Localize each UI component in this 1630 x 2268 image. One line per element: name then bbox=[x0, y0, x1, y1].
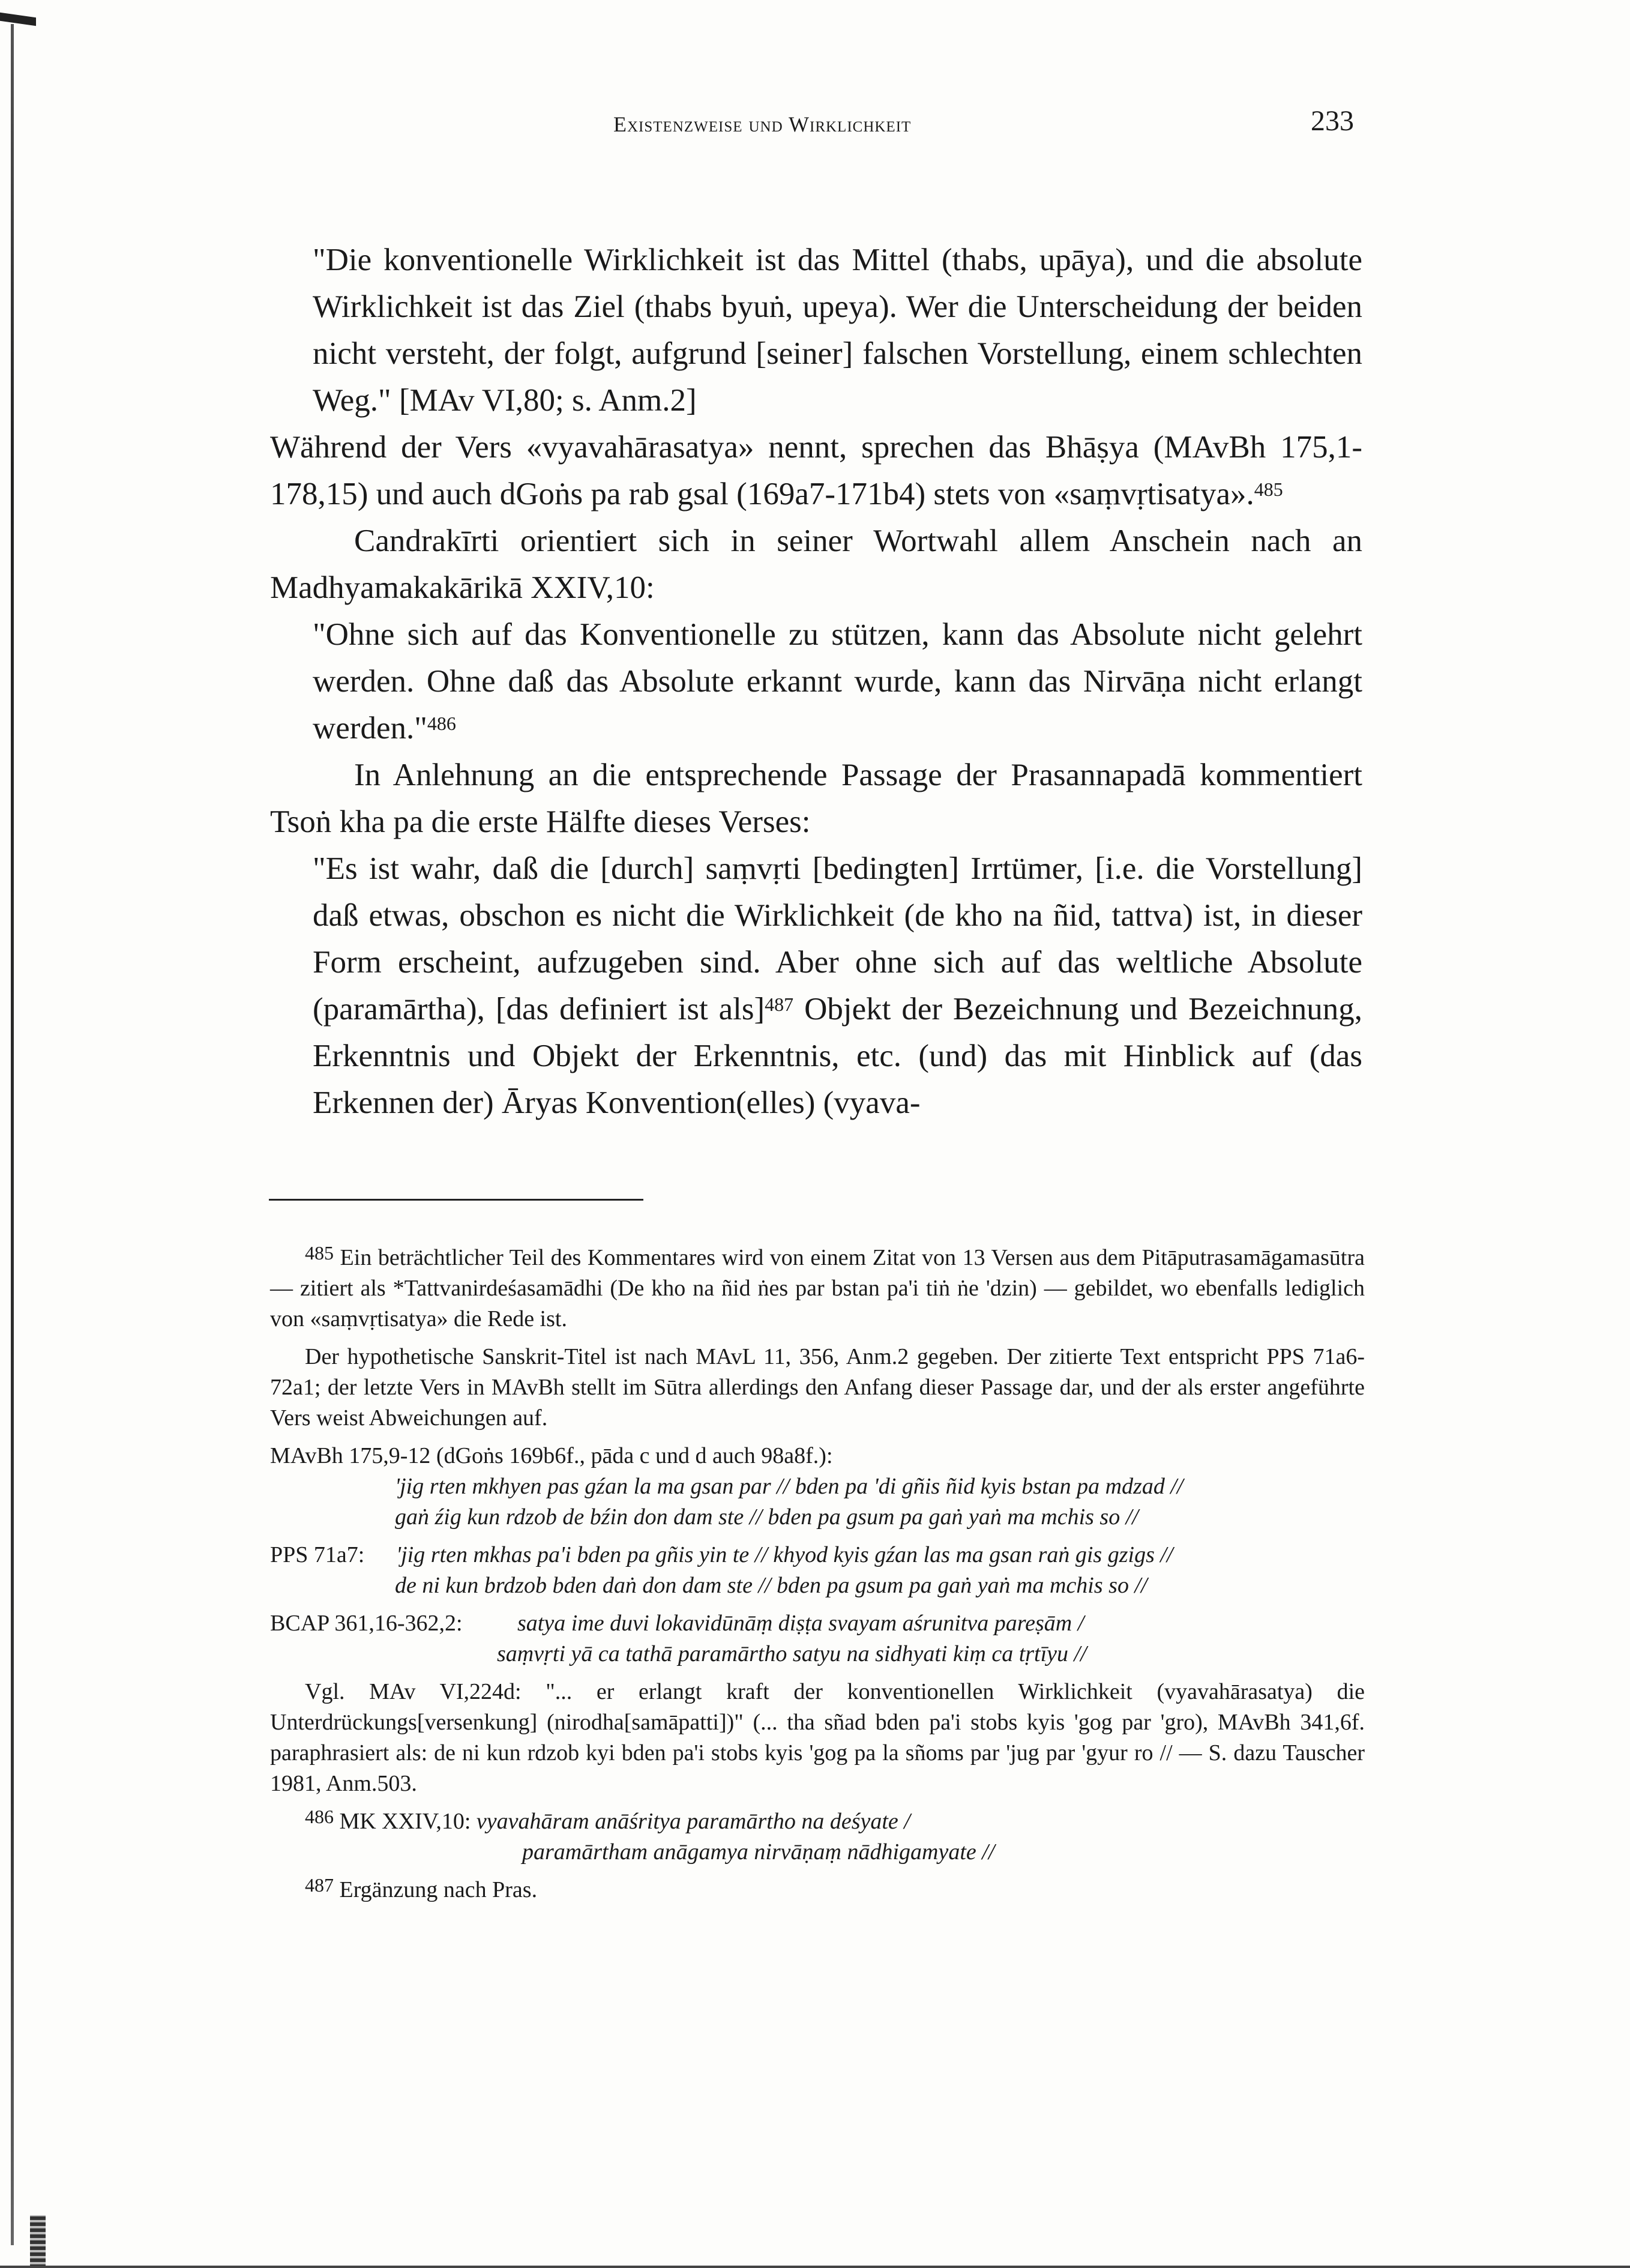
running-head: Existenzweise und Wirklichkeit bbox=[613, 112, 912, 136]
mavbh-citation-label: MAvBh 175,9-12 (dGoṅs 169b6f., pāda c und d auch 98a8f.): bbox=[270, 1443, 833, 1468]
pps-citation: PPS 71a7: 'jig rten mkhas pa'i bden pa gñis yin te // khyod kyis gźan las ma gsan raṅ gis gzigs // bbox=[270, 1542, 1173, 1567]
quote-paragraph-6: "Es ist wahr, daß die [durch] saṃvṛti [bedingten] Irrtümer, [i.e. die Vorstellung] daß etwas, obschon es nicht die Wirklichkeit (de kho na ñid, tattva) ist, in dieser Form erscheint, aufzugeben sind. Aber ohne sich auf das weltliche Absolute (paramārtha), [das definiert ist als]$^{487}$ Objekt der Bezeichnung und Bezeichnung, Erkenntnis und Objekt der Erkenntnis, etc. (und) das mit Hinblick auf (das Erkennen der) Āryas Konvention(elles) (vyava- bbox=[313, 851, 1362, 1120]
footnote-487: $^{487}$ Ergänzung nach Pras. bbox=[305, 1874, 538, 1902]
mavbh-verse-1: 'jig rten mkhyen pas gźan la ma gsan par // bden pa 'di gñis ñid kyis bstan pa mdzad // bbox=[395, 1474, 1183, 1499]
footnote-485-comparison: Vgl. MAv VI,224d: "... er erlangt kraft der konventionellen Wirklichkeit (vyavahārasatya) die Unterdrückungs[versenkung] (nirodha[samāpatti])" (... tha sñad bden pa'i stobs kyis 'gog par 'gro), MAvBh 341,6f. paraphrasiert als: de ni kun rdzob kyi bden pa'i stobs kyis 'gog pa la sñoms par 'jug par 'gyur ro // — S. dazu Tauscher 1981, Anm.503. bbox=[270, 1679, 1365, 1796]
footnote-ref-485: 485 bbox=[1254, 478, 1283, 500]
footnote-ref-486: 486 bbox=[427, 713, 456, 734]
footnotes bbox=[270, 1243, 1365, 1913]
paragraph-3: Candrakīrti orientiert sich in seiner Wortwahl allem Anschein nach an Madhyamakakārikā XXIV,10: bbox=[270, 523, 1362, 605]
paragraph-5: In Anlehnung an die entsprechende Passage der Prasannapadā kommentiert Tsoṅ kha pa die erste Hälfte dieses Verses: bbox=[270, 758, 1362, 839]
footnote-486: $^{486}$ MK XXIV,10: vyavahāram anāśritya paramārtho na deśyate / bbox=[305, 1806, 910, 1834]
scan-artifact-bottom bbox=[30, 2215, 46, 2268]
footnote-485-paragraph-2: Der hypothetische Sanskrit-Titel ist nach MAvL 11, 356, Anm.2 gegeben. Der zitierte Text entspricht PPS 71a6-72a1; der letzte Vers in MAvBh stellt im Sūtra allerdings den Anfang dieser Passage dar, und der als erster angeführte Vers weist Abweichungen auf. bbox=[270, 1344, 1365, 1431]
scanned-page-edge bbox=[11, 24, 14, 2245]
pps-verse-2: de ni kun brdzob bden daṅ don dam ste // bden pa gsum pa gaṅ yaṅ ma mchis so // bbox=[395, 1573, 1147, 1598]
quote-paragraph-4: "Ohne sich auf das Konventionelle zu stützen, kann das Absolute nicht gelehrt werden. Ohne daß das Absolute erkannt wurde, kann das Nirvāṇa nicht erlangt werden."$^{486}$ bbox=[313, 617, 1362, 746]
bcap-citation: BCAP 361,16-362,2: satya ime duvi lokavidūnāṃ diṣṭa svayam aśrunitva pareṣām / bbox=[270, 1611, 1084, 1636]
page-number: 233 bbox=[1311, 105, 1354, 137]
scan-artifact-top bbox=[0, 13, 36, 26]
paragraph-2: Während der Vers «vyavahārasatya» nennt, sprechen das Bhāṣya (MAvBh 175,1-178,15) und auch dGoṅs pa rab gsal (169a7-171b4) stets von «saṃvṛtisatya».$^{485}$ bbox=[270, 430, 1362, 511]
footnote-ref-487: 487 bbox=[765, 994, 794, 1015]
scan-bottom-border bbox=[0, 2266, 1630, 2268]
bcap-verse-2: saṃvṛti yā ca tathā paramārtho satyu na sidhyati kiṃ ca tṛtīyu // bbox=[497, 1641, 1087, 1666]
mavbh-verse-2: gaṅ źig kun rdzob de bźin don dam ste // bden pa gsum pa gaṅ yaṅ ma mchis so // bbox=[395, 1504, 1138, 1530]
footnote-486-verse-2: paramārtham anāgamya nirvāṇaṃ nādhigamyate // bbox=[522, 1839, 995, 1865]
footnote-separator bbox=[269, 1199, 643, 1201]
main-text bbox=[270, 237, 1362, 1126]
quote-paragraph-1: "Die konventionelle Wirklichkeit ist das Mittel (thabs, upāya), und die absolute Wirklichkeit ist das Ziel (thabs byuṅ, upeya). Wer die Unterscheidung der beiden nicht versteht, der folgt, aufgrund [seiner] falschen Vorstellung, einem schlechten Weg." [MAv VI,80; s. Anm.2] bbox=[313, 243, 1362, 418]
footnote-485: $^{485}$ Ein beträchtlicher Teil des Kommentares wird von einem Zitat von 13 Versen aus dem Pitāputrasamāgamasūtra — zitiert als *Tattvanirdeśasamādhi (De kho na ñid ṅes par bstan pa'i tiṅ ṅe 'dzin) — gebildet, wo ebenfalls lediglich von «saṃvṛtisatya» die Rede ist. bbox=[270, 1242, 1365, 1332]
